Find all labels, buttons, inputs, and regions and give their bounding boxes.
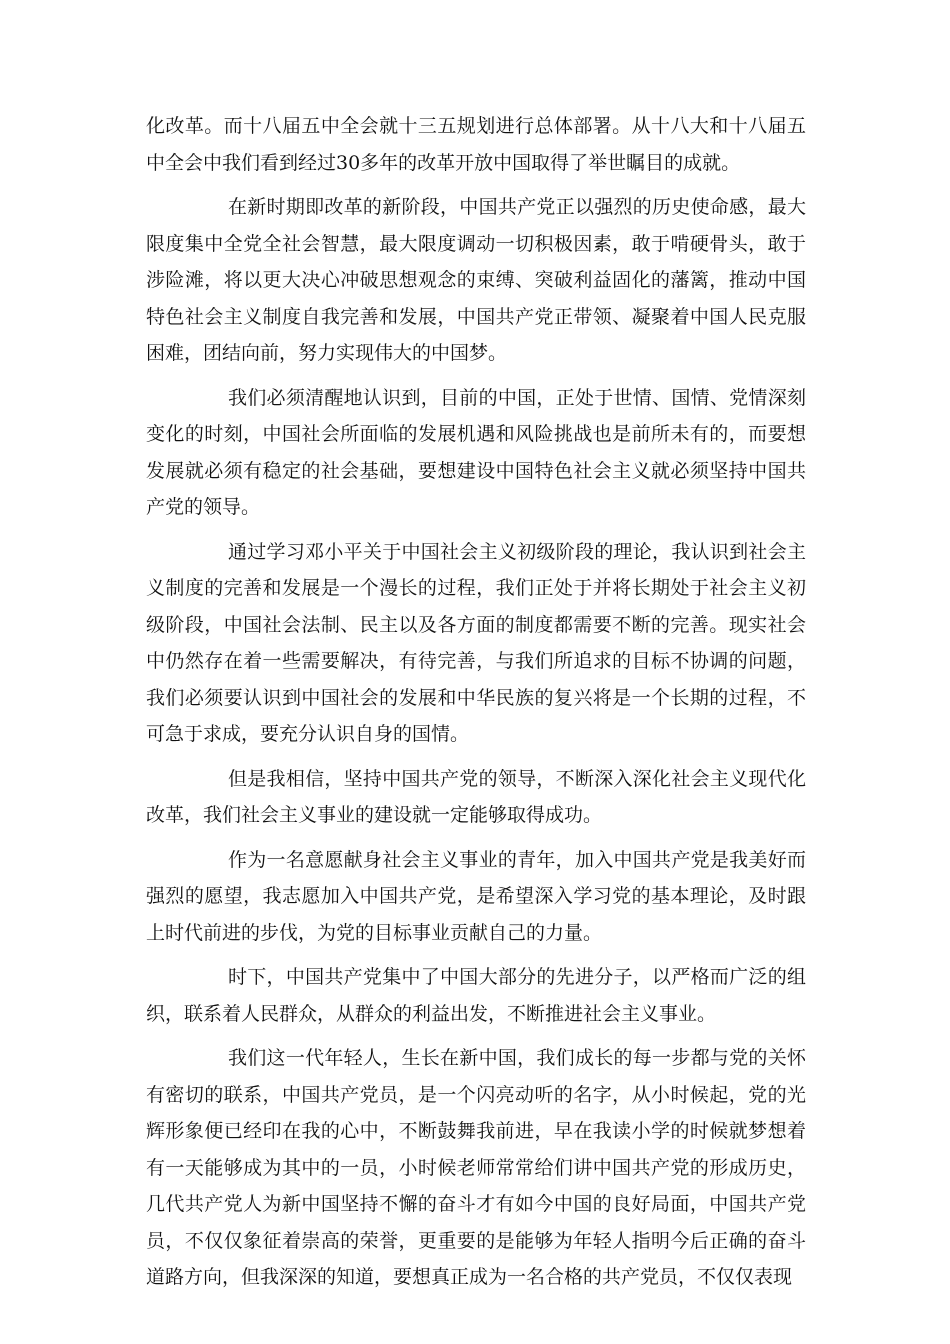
paragraph: 时下，中国共产党集中了中国大部分的先进分子，以严格而广泛的组织，联系着人民群众，从群众的利益出发，不断推进社会主义事业。 [146,966,806,1025]
paragraph: 我们这一代年轻人，生长在新中国，我们成长的每一步都与党的关怀有密切的联系，中国共产党员，是一个闪亮动听的名字，从小时候起，党的光辉形象便已经印在我的心中，不断鼓舞我前进，早在我读小学的时候就梦想着有一天能够成为其中的一员，小时候老师常常给们讲中国共产党的形成历史，几代共产党人为新中国坚持不懈的奋斗才有如今中国的良好局面，中国共产党员，不仅仅象征着崇高的荣誉，更重要的是能够为年轻人指明今后正确的奋斗道路方向，但我深深的知道，要想真正成为一名合格的共产党员，不仅仅表现 [146,1047,806,1288]
paragraph: 通过学习邓小平关于中国社会主义初级阶段的理论，我认识到社会主义制度的完善和发展是一个漫长的过程，我们正处于并将长期处于社会主义初级阶段，中国社会法制、民主以及各方面的制度都需要不断的完善。现实社会中仍然存在着一些需要解决，有待完善，与我们所追求的目标不协调的问题，我们必须要认识到中国社会的发展和中华民族的复兴将是一个长期的过程，不可急于求成，要充分认识自身的国情。 [146,540,806,745]
paragraph: 我们必须清醒地认识到，目前的中国，正处于世情、国情、党情深刻变化的时刻，中国社会所面临的发展机遇和风险挑战也是前所未有的，而要想发展就必须有稳定的社会基础，要想建设中国特色社会主义就必须坚持中国共产党的领导。 [146,386,806,518]
paragraph: 在新时期即改革的新阶段，中国共产党正以强烈的历史使命感，最大限度集中全党全社会智慧，最大限度调动一切积极因素，敢于啃硬骨头，敢于涉险滩，将以更大决心冲破思想观念的束缚、突破利益固化的藩篱，推动中国特色社会主义制度自我完善和发展，中国共产党正带领、凝聚着中国人民克服困难，团结向前，努力实现伟大的中国梦。 [146,196,806,364]
paragraph-continuation: 化改革。而十八届五中全会就十三五规划进行总体部署。从十八大和十八届五中全会中我们看到经过30多年的改革开放中国取得了举世瞩目的成就。 [146,115,806,174]
paragraph: 作为一名意愿献身社会主义事业的青年，加入中国共产党是我美好而强烈的愿望，我志愿加入中国共产党，是希望深入学习党的基本理论，及时跟上时代前进的步伐，为党的目标事业贡献自己的力量。 [146,848,806,944]
document-body [146,108,806,1304]
paragraph: 但是我相信，坚持中国共产党的领导，不断深入深化社会主义现代化改革，我们社会主义事业的建设就一定能够取得成功。 [146,767,806,826]
